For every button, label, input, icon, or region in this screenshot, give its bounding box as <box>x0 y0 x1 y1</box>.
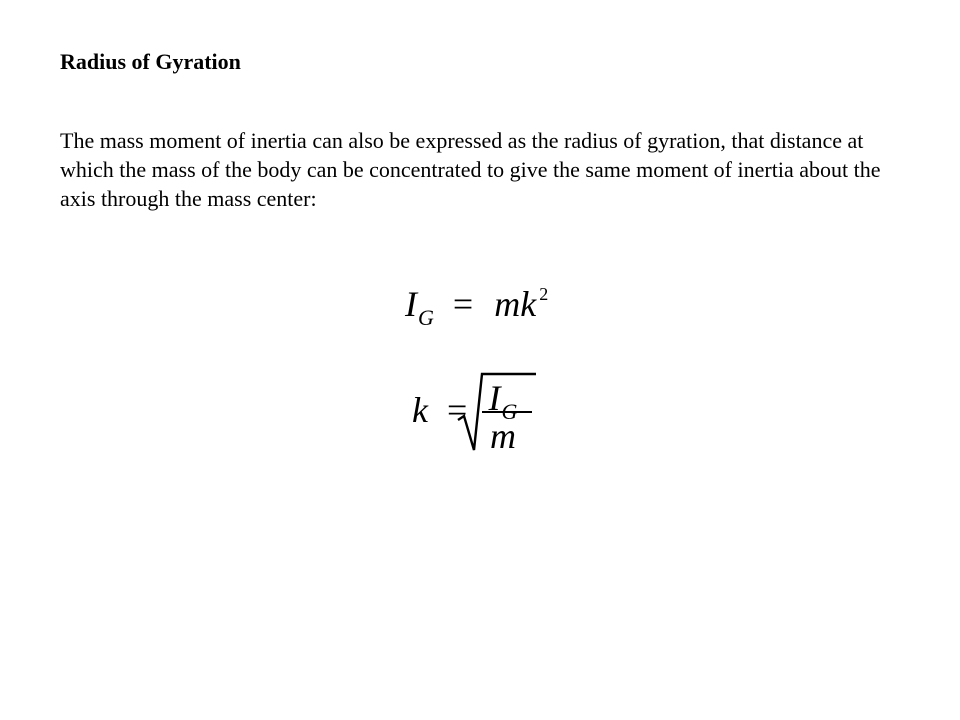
eq1-lhs-symbol: I <box>405 284 417 324</box>
eq1-rhs-exponent: 2 <box>539 284 549 304</box>
eq2-numerator <box>478 378 528 424</box>
slide-body-text: The mass moment of inertia can also be expressed as the radius of gyration, that distance at which the mass of the body can be concentrated to give the same moment of inertia about the axis through the mass center: <box>60 128 881 211</box>
eq2-lhs-symbol: k <box>412 390 428 430</box>
eq2-numerator-subscript: G <box>501 399 518 424</box>
eq2-numerator-symbol: I <box>488 378 501 418</box>
slide-title: Radius of Gyration <box>60 49 241 74</box>
eq1-rhs-base: mk <box>494 284 537 324</box>
eq2-denominator: m <box>490 416 516 456</box>
eq2-equals-sign: = <box>446 390 468 430</box>
eq1-lhs-subscript: G <box>418 305 434 330</box>
eq1-equals-sign: = <box>452 284 474 324</box>
